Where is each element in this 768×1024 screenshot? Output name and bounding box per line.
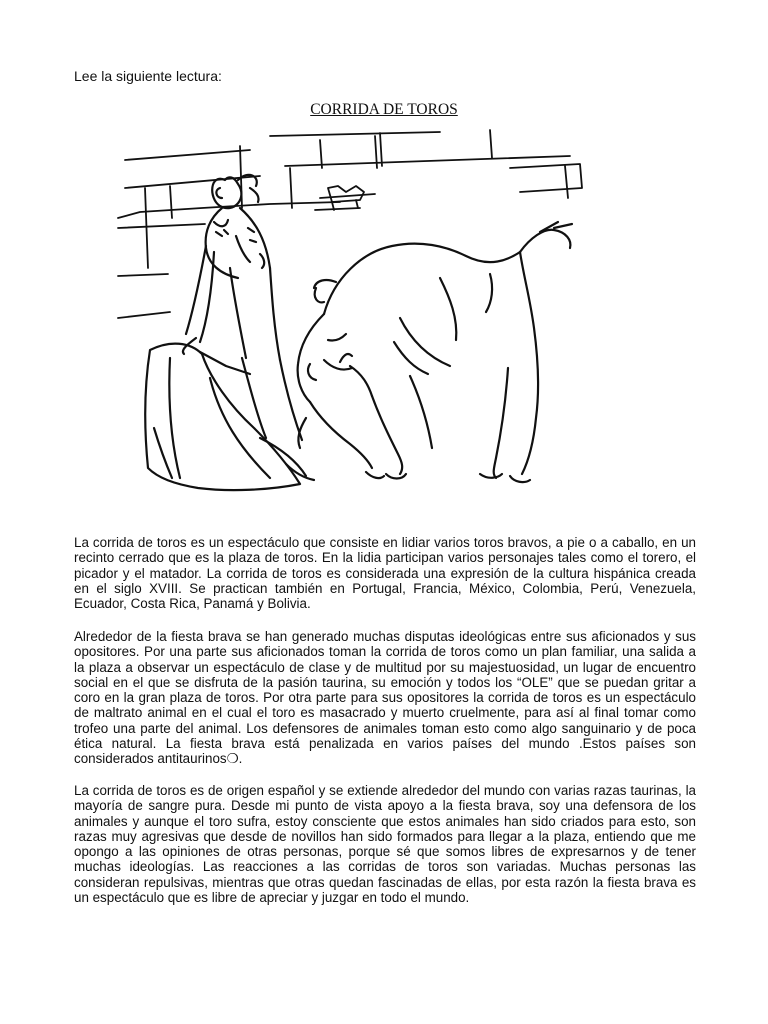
charging-bull <box>298 222 572 482</box>
arena-fence-lines <box>118 130 582 318</box>
paragraph-1: La corrida de toros es un espectáculo que consiste en lidiar varios toros bravos, a pie o a caballo, en un recinto cerrado que es la plaza de toros. En la lidia participan varios personajes tales como el torero, el picador y el matador. La corrida de toros es considerada una expresión de la cultura hispánica creada en el siglo XVIII. Se practican también en Portugal, Francia, México, Colombia, Perú, Venezuela, Ecuador, Costa Rica, Panamá y Bolivia. <box>74 535 696 612</box>
instruction-text: Lee la siguiente lectura: <box>74 68 222 84</box>
paragraph-3: La corrida de toros es de origen español y se extiende alrededor del mundo con varias razas taurinas, la mayoría de sangre pura. Desde mi punto de vista apoyo a la fiesta brava, soy una defensora de los animales y aunque el toro sufra, estoy consciente que estos animales han sido criados para esto, son razas muy agresivas que desde de novillos han sido formados para llegar a la plaza, entiendo que me opongo a las opiniones de otras personas, porque sé que somos libres de expresarnos y de tener muchas ideologías. Las reacciones a las corridas de toros son variadas. Muchas personas las consideran repulsivas, mientras que otras quedan fascinadas de ellas, por esta razón la fiesta brava es un espectáculo que es libre de apreciar y juzgar en todo el mundo. <box>74 783 696 906</box>
bullfighter-figure <box>183 175 302 440</box>
red-cape-muleta <box>145 344 314 490</box>
bullfight-sketch-illustration <box>110 128 590 516</box>
document-title: CORRIDA DE TOROS <box>310 101 458 118</box>
paragraph-2: Alrededor de la fiesta brava se han generado muchas disputas ideológicas entre sus aficionados y sus opositores. Por una parte sus aficionados toman la corrida de toros como un plan familiar, una salida a la plaza a observar un espectáculo de clase y de multitud por su majestuosidad, un lugar de encuentro social en el que se disfruta de la pasión taurina, su emoción y todos los “OLE” que se puedan gritar a coro en la gran plaza de toros. Por otra parte para sus opositores la corrida de toros es un espectáculo de maltrato animal en el cual el toro es masacrado y muerto cruelmente, para así al final tomar como trofeo una parte del animal. Los defensores de animales toman esto como algo sanguinario y de poca ética natural. La fiesta brava está penalizada en varios países del mundo .Estos países son considerados antitaurinos❍. <box>74 629 696 767</box>
